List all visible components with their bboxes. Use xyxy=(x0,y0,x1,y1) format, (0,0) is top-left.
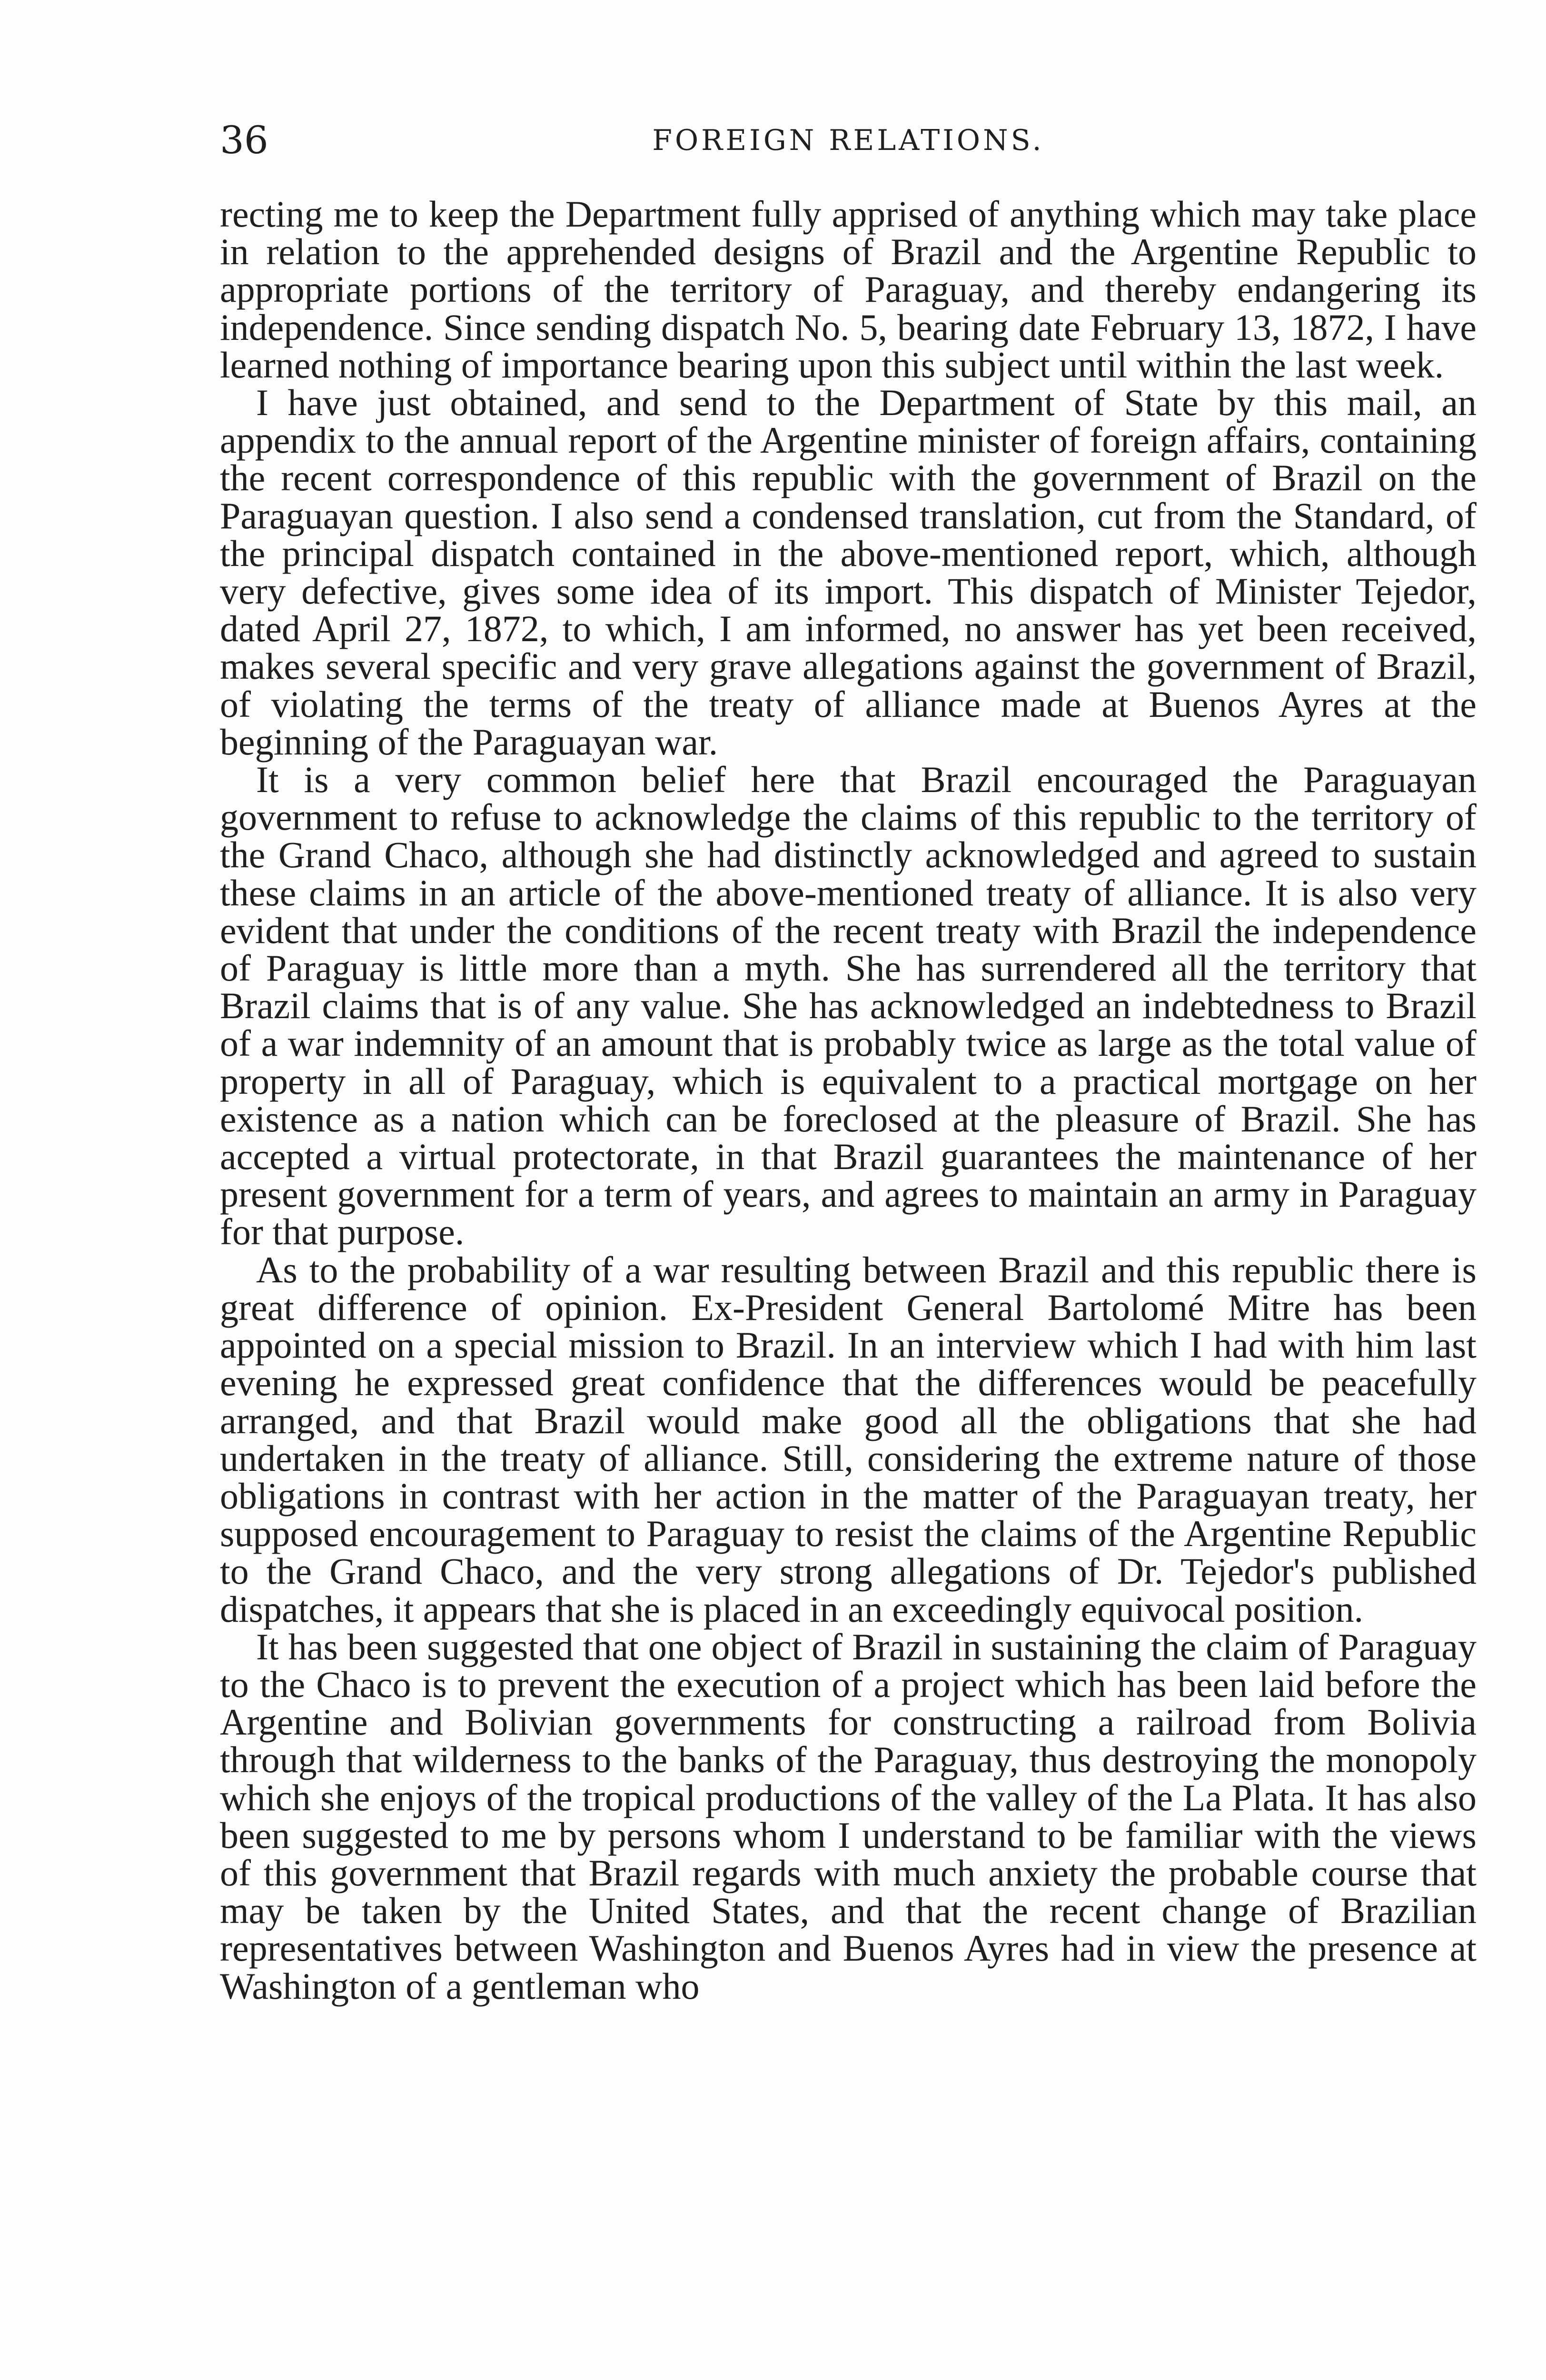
running-head xyxy=(220,114,1477,167)
page-number: 36 xyxy=(220,118,268,162)
paragraph: As to the probability of a war resulting between Brazil and this republic there is great difference of opinion. Ex-President General Bartolomé Mitre has been appointed on a special mission to Brazil. In an interview which I had with him last evening he expressed great confidence that the differences would be peacefully arranged, and that Brazil would make good all the obligations that she had undertaken in the treaty of alliance. Still, considering the extreme nature of those obligations in contrast with her action in the matter of the Paraguayan treaty, her supposed encouragement to Paraguay to resist the claims of the Argentine Republic to the Grand Chaco, and the very strong allegations of Dr. Tejedor's published dispatches, it appears that she is placed in an exceedingly equivocal position. xyxy=(220,1249,1477,1630)
paragraph-continued: recting me to keep the Department fully apprised of anything which may take place in relation to the apprehended designs of Brazil and the Argentine Republic to appropriate portions of the territory of Paraguay, and thereby endangering its independence. Since sending dispatch No. 5, bearing date February 13, 1872, I have learned nothing of importance bearing upon this subject until within the last week. xyxy=(220,193,1477,386)
paragraph: It has been suggested that one object of Brazil in sustaining the claim of Paraguay to the Chaco is to prevent the execution of a project which has been laid before the Argentine and Bolivian governments for constructing a railroad from Bolivia through that wilderness to the banks of the Paraguay, thus destroying the monopoly which she enjoys of the tropical productions of the valley of the La Plata. It has also been suggested to me by persons whom I understand to be familiar with the views of this government that Brazil regards with much anxiety the probable course that may be taken by the United States, and that the recent change of Brazilian representatives between Washington and Buenos Ayres had in view the presence at Washington of a gentleman who xyxy=(220,1626,1477,2007)
page-title: FOREIGN RELATIONS. xyxy=(652,124,1044,157)
paragraph: I have just obtained, and send to the Department of State by this mail, an appendix to the annual report of the Argentine minister of foreign affairs, containing the recent correspondence of this republic with the government of Brazil on the Paraguayan question. I also send a condensed translation, cut from the Standard, of the principal dispatch contained in the above-mentioned report, which, although very defective, gives some idea of its import. This dispatch of Minister Tejedor, dated April 27, 1872, to which, I am informed, no answer has yet been received, makes several specific and very grave allegations against the government of Brazil, of violating the terms of the treaty of alliance made at Buenos Ayres at the beginning of the Paraguayan war. xyxy=(220,382,1477,763)
body-text xyxy=(220,195,1477,2005)
paragraph: It is a very common belief here that Brazil encouraged the Paraguayan government to refuse to acknowledge the claims of this republic to the territory of the Grand Chaco, although she had distinctly acknowledged and agreed to sustain these claims in an article of the above-mentioned treaty of alliance. It is also very evident that under the conditions of the recent treaty with Brazil the independence of Paraguay is little more than a myth. She has surrendered all the territory that Brazil claims that is of any value. She has acknowledged an indebtedness to Brazil of a war indemnity of an amount that is probably twice as large as the total value of property in all of Paraguay, which is equivalent to a practical mortgage on her existence as a nation which can be foreclosed at the pleasure of Brazil. She has accepted a virtual protectorate, in that Brazil guarantees the maintenance of her present government for a term of years, and agrees to maintain an army in Paraguay for that purpose. xyxy=(220,759,1477,1253)
